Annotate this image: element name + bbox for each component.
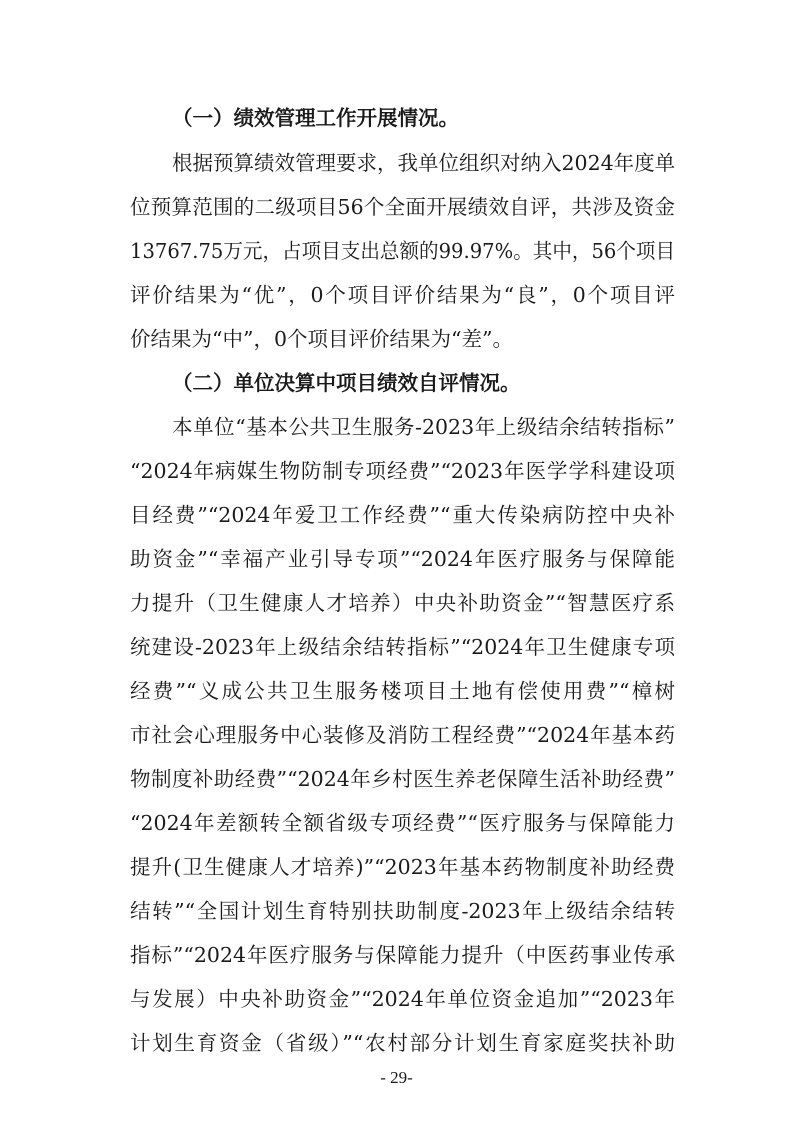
paragraph-line: 计划生育资金（省级）”“农村部分计划生育家庭奖扶补助 [130,1031,675,1055]
paragraph-line: 市社会心理服务中心装修及消防工程经费”“2024年基本药 [130,723,675,747]
section-1-heading: （一）绩效管理工作开展情况。 [172,106,459,130]
paragraph-line: 与发展）中央补助资金”“2024年单位资金追加”“2023年 [130,987,675,1011]
paragraph-line: 结转”“全国计划生育特别扶助制度-2023年上级结余结转 [130,899,675,923]
paragraph-line: 位预算范围的二级项目56个全面开展绩效自评，共涉及资金 [130,195,675,219]
paragraph-line: 指标”“2024年医疗服务与保障能力提升（中医药事业传承 [130,943,675,967]
paragraph-line: 价结果为“中”，0个项目评价结果为“差”。 [130,327,513,351]
paragraph-line: 目经费”“2024年爱卫工作经费”“重大传染病防控中央补 [130,503,675,527]
paragraph-line: 经费”“义成公共卫生服务楼项目土地有偿使用费”“樟树 [130,679,675,703]
paragraph-line: 力提升（卫生健康人才培养）中央补助资金”“智慧医疗系 [130,591,675,615]
paragraph-line: 13767.75万元，占项目支出总额的99.97%。其中，56个项目 [130,239,676,263]
section-2-heading: （二）单位决算中项目绩效自评情况。 [172,371,521,395]
paragraph-line: 提升(卫生健康人才培养)”“2023年基本药物制度补助经费 [130,855,675,879]
paragraph-line: “2024年差额转全额省级专项经费”“医疗服务与保障能力 [130,811,675,835]
paragraph-line: 根据预算绩效管理要求，我单位组织对纳入2024年度单 [172,151,676,175]
paragraph-line: 物制度补助经费”“2024年乡村医生养老保障生活补助经费” [130,767,675,791]
page-number: - 29- [380,1068,413,1087]
paragraph-line: 统建设-2023年上级结余结转指标”“2024年卫生健康专项 [130,635,675,659]
paragraph-line: “2024年病媒生物防制专项经费”“2023年医学学科建设项 [130,459,675,483]
paragraph-line: 助资金”“幸福产业引导专项”“2024年医疗服务与保障能 [130,547,675,571]
paragraph-line: 本单位“基本公共卫生服务-2023年上级结余结转指标” [172,415,675,439]
paragraph-line: 评价结果为“优”，0个项目评价结果为“良”，0个项目评 [130,283,675,307]
